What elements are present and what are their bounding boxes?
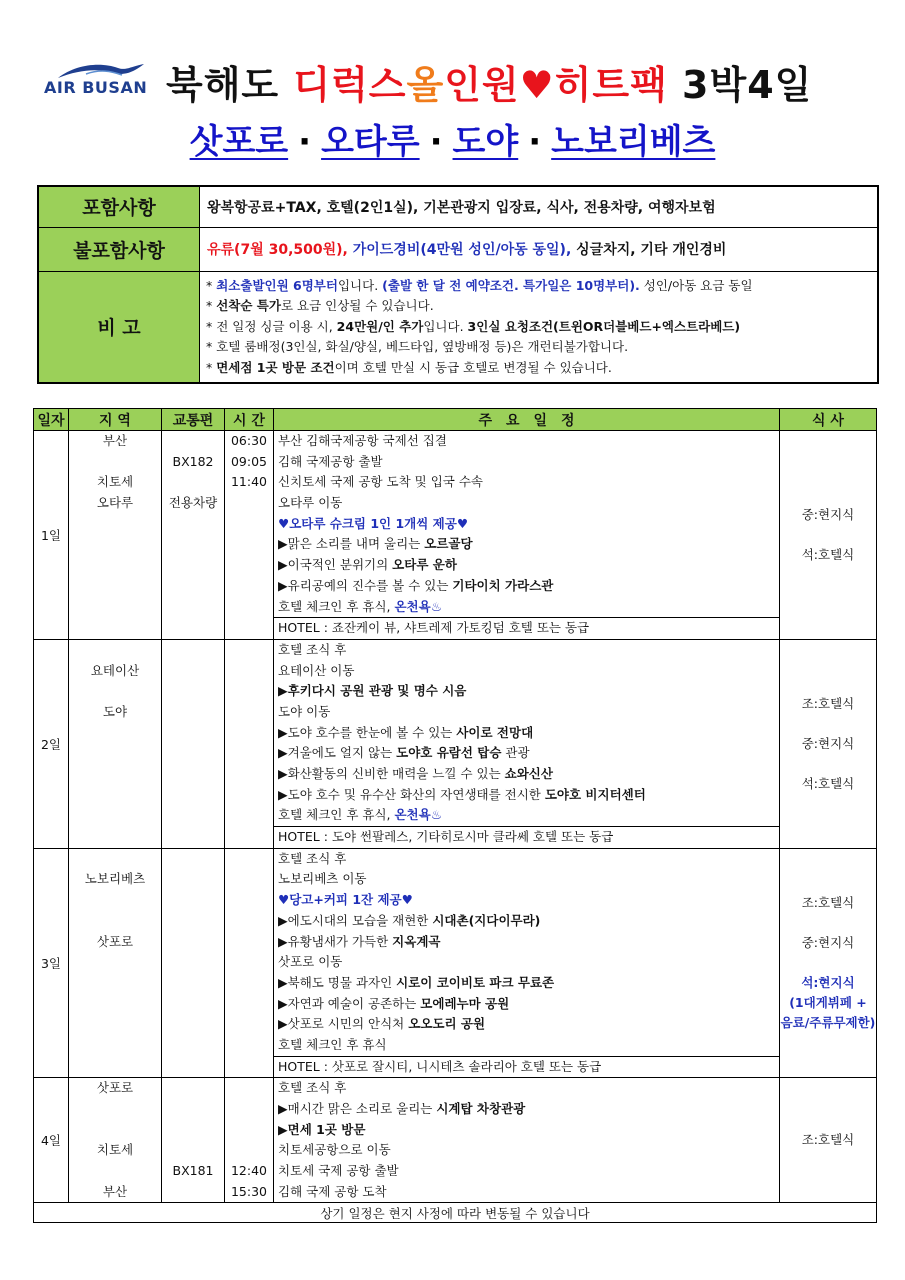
flight-number: BX181 <box>172 1163 214 1179</box>
city-sapporo: 삿포로 <box>189 122 289 162</box>
day2-transport <box>162 639 225 848</box>
plan-item: 호텔 체크인 후 휴식, 온천욕♨ <box>278 807 442 823</box>
day1-region <box>69 431 162 640</box>
note-5: * 면세점 1곳 방문 조건이며 호텔 만실 시 동급 호텔로 변경될 수 있습니다. <box>206 359 612 375</box>
header-time: 시 간 <box>225 409 274 431</box>
note-4: * 호텔 룸배정(3인실, 화실/양실, 베드타입, 옆방배정 등)은 개런티불가합니다. <box>206 339 629 354</box>
region-text: 도야 <box>102 703 128 719</box>
day1-label: 1일 <box>34 431 69 640</box>
plan-item: ▶북해도 명물 과자인 시로이 코이비토 파크 무료존 <box>278 974 555 990</box>
day2-meal <box>780 639 877 848</box>
day2-plan <box>274 639 780 848</box>
meal-text: 석:호텔식 <box>801 775 855 791</box>
plan-item: ▶도야 호수 및 유수산 화산의 자연생태를 전시한 도야호 비지터센터 <box>278 786 646 802</box>
region-text: 노보리베츠 <box>84 871 146 887</box>
header-meal: 식 사 <box>780 409 877 431</box>
plan-item: ▶도야 호수를 한눈에 볼 수 있는 사이로 전망대 <box>278 724 534 740</box>
excluded-guide: 가이드경비(4만원 성인/아동 동일), <box>352 242 577 258</box>
excluded-row <box>38 227 878 271</box>
meal-text: 조:호텔식 <box>801 695 855 711</box>
footer-row <box>34 1203 877 1223</box>
day3-plan <box>274 848 780 1078</box>
plan-item: 요테이산 이동 <box>278 662 355 678</box>
schedule-footer-note: 상기 일정은 현지 사정에 따라 변동될 수 있습니다 <box>34 1203 877 1223</box>
day4-row <box>34 1078 877 1203</box>
day1-row <box>34 431 877 640</box>
day3-transport <box>162 848 225 1078</box>
day3-region <box>69 848 162 1078</box>
header-day: 일자 <box>34 409 69 431</box>
city-toya: 도야 <box>452 122 519 162</box>
excluded-value <box>200 227 879 271</box>
excluded-label: 불포함사항 <box>38 227 200 271</box>
title-part1: 북해도 <box>166 63 294 107</box>
schedule-header-row <box>34 409 877 431</box>
header-region: 지 역 <box>69 409 162 431</box>
plan-item: 호텔 체크인 후 휴식, 온천욕♨ <box>278 598 442 614</box>
time-text: 11:40 <box>230 474 268 490</box>
day3-row <box>34 848 877 1078</box>
day2-time <box>225 639 274 848</box>
hotel-line: HOTEL : 도야 썬팔레스, 기타히로시마 클라쎄 호텔 또는 동급 <box>274 826 779 848</box>
meal-text: 중:현지식 <box>801 506 855 522</box>
hotel-line: HOTEL : 죠잔케이 뷰, 샤트레제 가토킹덤 호텔 또는 동급 <box>274 617 779 639</box>
header-transport: 교통편 <box>162 409 225 431</box>
included-label: 포함사항 <box>38 186 200 227</box>
plan-item: ▶유황냄새가 가득한 지옥계곡 <box>278 933 441 949</box>
meal-text: 조:호텔식 <box>801 1132 855 1148</box>
day1-time <box>225 431 274 640</box>
day2-row <box>34 639 877 848</box>
title-part2: 디럭스 <box>293 63 407 107</box>
day1-transport <box>162 431 225 640</box>
schedule-table <box>33 408 877 1223</box>
plan-item: ▶면세 1곳 방문 <box>278 1121 366 1137</box>
title-part4: 인원 <box>444 63 520 107</box>
included-value: 왕복항공료+TAX, 호텔(2인1실), 기본관광지 입장료, 식사, 전용차량, 여행자보험 <box>200 186 879 227</box>
transport-text: 전용차량 <box>168 495 218 511</box>
region-text: 요테이산 <box>90 662 140 678</box>
logo-busan: BUSAN <box>82 78 148 97</box>
day1-meal <box>780 431 877 640</box>
plan-item: 노보리베츠 이동 <box>278 871 367 887</box>
meal-text: 중:현지식 <box>801 735 855 751</box>
plan-item: 김해 국제공항 출발 <box>278 453 383 469</box>
separator-dot: · <box>429 122 443 162</box>
region-text: 삿포로 <box>96 933 134 949</box>
note-2: * 선착순 특가로 요금 인상될 수 있습니다. <box>206 298 434 313</box>
day4-time <box>225 1078 274 1203</box>
day2-region <box>69 639 162 848</box>
plan-item: ▶겨울에도 얼지 않는 도야호 유람선 탑승 관광 <box>278 745 530 761</box>
flight-number: BX182 <box>172 453 214 469</box>
region-text: 치토세 <box>96 474 134 490</box>
title-part3: 올 <box>406 63 445 107</box>
meal-text: 석:호텔식 <box>801 546 855 562</box>
plan-item: ▶에도시대의 모습을 재현한 시대촌(지다이무라) <box>278 912 541 928</box>
day4-plan <box>274 1078 780 1203</box>
plan-item: ▶화산활동의 신비한 매력을 느낄 수 있는 쇼와신산 <box>278 766 553 781</box>
meal-text: 석:현지식 <box>801 975 855 991</box>
day3-label: 3일 <box>34 848 69 1078</box>
day4-label: 4일 <box>34 1078 69 1203</box>
plan-item: 호텔 조식 후 <box>278 850 347 866</box>
subtitle-cities <box>0 114 905 163</box>
region-text: 치토세 <box>96 1142 134 1158</box>
plan-item: ▶삿포로 시민의 안식처 오오도리 공원 <box>278 1016 486 1032</box>
time-text: 12:40 <box>230 1163 268 1179</box>
plan-item: 호텔 조식 후 <box>278 1080 347 1096</box>
plan-highlight: ♥오타루 슈크림 1인 1개씩 제공♥ <box>278 515 469 531</box>
city-noboribetsu: 노보리베츠 <box>551 122 716 162</box>
note-1: * 최소출발인원 6명부터입니다. (출발 한 달 전 예약조건. 특가일은 10명부터). 성인/아동 요금 동일 <box>206 277 753 293</box>
excluded-fuel: 유류(7월 30,500원), <box>207 242 353 258</box>
plan-item: 삿포로 이동 <box>278 954 343 970</box>
region-text: 부산 <box>102 433 128 448</box>
title-part5: 히트팩 <box>554 63 668 107</box>
header-plan: 주 요 일 정 <box>274 409 780 431</box>
day3-meal <box>780 848 877 1078</box>
excluded-rest: 싱글차지, 기타 개인경비 <box>576 242 727 258</box>
separator-dot: · <box>298 122 312 162</box>
day4-meal <box>780 1078 877 1203</box>
hotel-line: HOTEL : 삿포로 잘시티, 니시테츠 솔라리아 호텔 또는 동급 <box>274 1056 779 1078</box>
meal-text: 중:현지식 <box>801 935 855 951</box>
plan-item: ▶맑은 소리를 내며 울리는 오르골당 <box>278 536 473 552</box>
included-row <box>38 186 878 227</box>
plan-item: 신치토세 국제 공항 도착 및 입국 수속 <box>278 474 483 490</box>
notes-value <box>200 271 879 383</box>
page-title <box>166 54 812 109</box>
day3-time <box>225 848 274 1078</box>
day1-plan <box>274 431 780 640</box>
note-3: * 전 일정 싱글 이용 시, 24만원/인 추가입니다. 3인실 요청조건(트윈OR더블베드+엑스트라베드) <box>206 318 741 334</box>
separator-dot: · <box>528 122 542 162</box>
plan-item: ▶이국적인 분위기의 오타루 운하 <box>278 557 457 573</box>
plan-item: ▶유리공예의 진수를 볼 수 있는 기타이치 가라스관 <box>278 577 554 593</box>
air-busan-logo <box>44 60 152 100</box>
region-text: 부산 <box>102 1183 128 1199</box>
time-text: 09:05 <box>230 453 268 469</box>
notes-label: 비 고 <box>38 271 200 383</box>
plan-item: 치토세공항으로 이동 <box>278 1142 391 1158</box>
plan-item: 치토세 국제 공항 출발 <box>278 1163 399 1179</box>
region-text: 삿포로 <box>96 1080 134 1096</box>
time-text: 15:30 <box>230 1183 268 1199</box>
plan-item: 부산 김해국제공항 국제선 집결 <box>278 433 447 448</box>
plan-item: 오타루 이동 <box>278 495 343 511</box>
day4-transport <box>162 1078 225 1203</box>
city-otaru: 오타루 <box>321 122 420 162</box>
day4-region <box>69 1078 162 1203</box>
day2-label: 2일 <box>34 639 69 848</box>
meal-text: 음료/주류무제한) <box>780 1015 876 1031</box>
plan-highlight: ♥당고+커피 1잔 제공♥ <box>278 892 413 908</box>
plan-item: ▶자연과 예술이 공존하는 모에레누마 공원 <box>278 995 510 1011</box>
title-part6: 3박4일 <box>667 63 813 107</box>
heart-icon: ♥ <box>519 63 555 107</box>
meal-text: (1대게뷔페 + <box>789 995 867 1011</box>
time-text: 06:30 <box>230 433 268 448</box>
plan-item: ▶후키다시 공원 관광 및 명수 시음 <box>278 683 467 699</box>
region-text: 오타루 <box>96 495 134 511</box>
plan-item: 호텔 조식 후 <box>278 641 347 657</box>
plan-item: 김해 국제 공항 도착 <box>278 1183 387 1199</box>
plan-item: 호텔 체크인 후 휴식 <box>278 1036 387 1052</box>
notes-row <box>38 271 878 383</box>
plan-item: ▶매시간 맑은 소리로 울리는 시계탑 차창관광 <box>278 1101 526 1116</box>
plan-item: 도야 이동 <box>278 703 331 719</box>
logo-air: AIR <box>44 78 77 97</box>
meal-text: 조:호텔식 <box>801 895 855 911</box>
info-table <box>37 185 879 384</box>
